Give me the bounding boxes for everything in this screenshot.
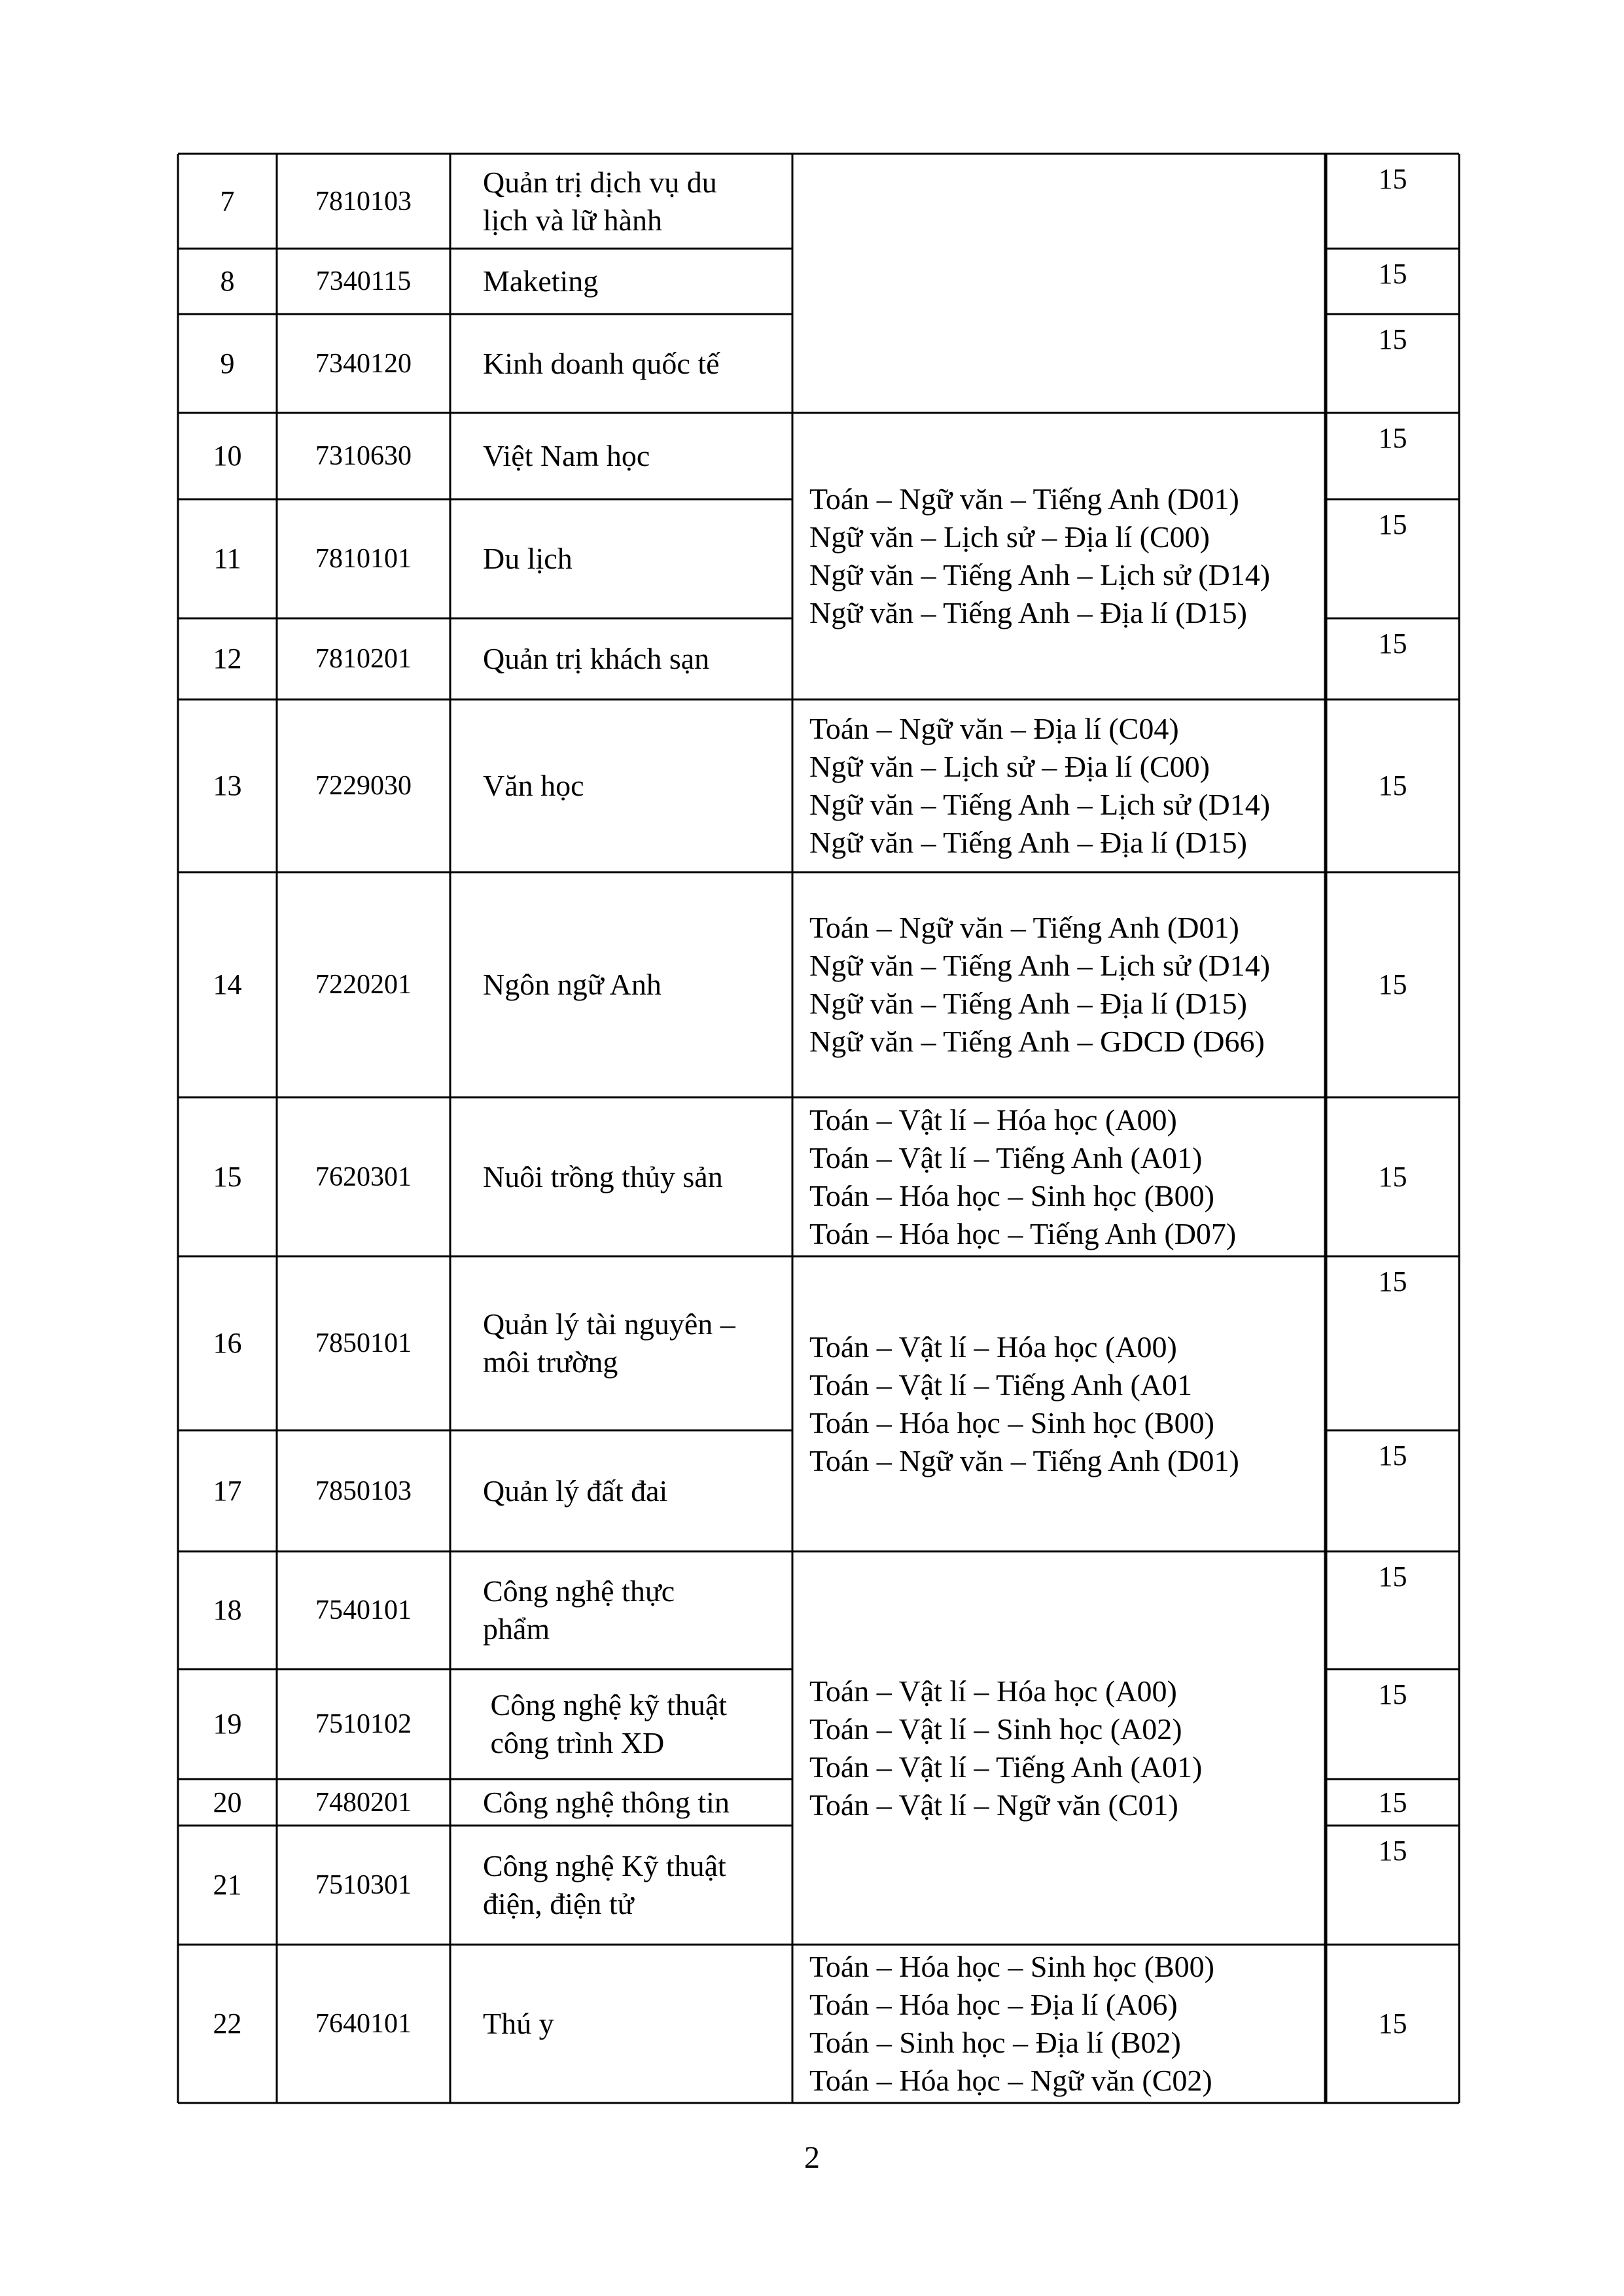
program-code: 7340120 xyxy=(315,348,412,379)
combination-line: Toán – Vật lí – Hóa học (A00) xyxy=(809,1330,1177,1364)
program-code: 7229030 xyxy=(315,771,412,801)
min-score: 15 xyxy=(1378,1678,1407,1710)
program-name-line: lịch và lữ hành xyxy=(483,203,663,237)
program-name-line: môi trường xyxy=(483,1345,618,1379)
combination-line: Toán – Ngữ văn – Tiếng Anh (D01) xyxy=(809,911,1239,944)
min-score: 15 xyxy=(1378,323,1407,355)
combination-line: Toán – Hóa học – Sinh học (B00) xyxy=(809,1405,1214,1439)
combination-line: Toán – Ngữ văn – Tiếng Anh (D01) xyxy=(809,482,1239,516)
combination-line: Toán – Hóa học – Tiếng Anh (D07) xyxy=(809,1216,1237,1250)
program-name-line: Quản lý tài nguyên – xyxy=(483,1307,735,1341)
min-score: 15 xyxy=(1378,422,1407,454)
min-score: 15 xyxy=(1378,508,1407,540)
program-name-line: Việt Nam học xyxy=(483,439,650,472)
min-score: 15 xyxy=(1378,1439,1407,1472)
program-name-line: Công nghệ thực xyxy=(483,1574,675,1608)
page-number: 2 xyxy=(804,2140,820,2175)
program-code: 7510301 xyxy=(315,1870,412,1900)
combination-line: Toán – Vật lí – Tiếng Anh (A01) xyxy=(809,1750,1203,1784)
program-name-line: Công nghệ thông tin xyxy=(483,1785,730,1819)
program-code: 7220201 xyxy=(315,970,412,1000)
combination-line: Ngữ văn – Tiếng Anh – Địa lí (D15) xyxy=(809,596,1247,629)
min-score: 15 xyxy=(1378,163,1407,195)
program-code: 7810103 xyxy=(315,186,412,217)
row-number: 21 xyxy=(213,1869,242,1901)
row-number: 7 xyxy=(220,185,235,217)
combination-line: Toán – Hóa học – Ngữ văn (C02) xyxy=(809,2064,1212,2097)
combination-line: Ngữ văn – Lịch sử – Địa lí (C00) xyxy=(809,520,1210,554)
min-score: 15 xyxy=(1378,258,1407,290)
program-code: 7340115 xyxy=(315,266,412,296)
min-score: 15 xyxy=(1378,2007,1407,2040)
program-name-line: Kinh doanh quốc tế xyxy=(483,346,720,380)
row-number: 19 xyxy=(213,1708,242,1740)
row-number: 10 xyxy=(213,440,242,472)
program-name-line: Maketing xyxy=(483,264,599,298)
min-score: 15 xyxy=(1378,1786,1407,1818)
row-number: 22 xyxy=(213,2007,242,2040)
combination-line: Toán – Vật lí – Hóa học (A00) xyxy=(809,1674,1177,1708)
program-code: 7640101 xyxy=(315,2009,412,2039)
row-number: 16 xyxy=(213,1327,242,1359)
combination-line: Toán – Vật lí – Ngữ văn (C01) xyxy=(809,1788,1178,1822)
program-name-line: Công nghệ kỹ thuật xyxy=(483,1688,728,1722)
row-number: 20 xyxy=(213,1786,242,1818)
program-name-line: công trình XD xyxy=(483,1726,665,1759)
program-code: 7620301 xyxy=(315,1161,412,1192)
combination-line: Toán – Ngữ văn – Tiếng Anh (D01) xyxy=(809,1443,1239,1477)
combination-line: Ngữ văn – Tiếng Anh – Lịch sử (D14) xyxy=(809,949,1271,982)
program-name-line: Quản trị dịch vụ du xyxy=(483,165,717,199)
combination-line: Toán – Vật lí – Hóa học (A00) xyxy=(809,1103,1177,1137)
min-score: 15 xyxy=(1378,1835,1407,1867)
program-name-line: Quản trị khách sạn xyxy=(483,642,710,675)
combination-line: Toán – Sinh học – Địa lí (B02) xyxy=(809,2026,1181,2059)
combination-line: Ngữ văn – Tiếng Anh – GDCD (D66) xyxy=(809,1025,1265,1058)
row-number: 9 xyxy=(220,347,235,380)
program-code: 7510102 xyxy=(315,1709,412,1739)
program-name-line: điện, điện tử xyxy=(483,1887,634,1920)
row-number: 15 xyxy=(213,1160,242,1193)
program-name-line: Ngôn ngữ Anh xyxy=(483,968,662,1001)
program-code: 7480201 xyxy=(315,1787,412,1818)
min-score: 15 xyxy=(1378,627,1407,660)
program-name-line: Công nghệ Kỹ thuật xyxy=(483,1849,726,1882)
combination-line: Toán – Hóa học – Sinh học (B00) xyxy=(809,1950,1214,1983)
program-code: 7810201 xyxy=(315,644,412,674)
combination-line: Ngữ văn – Tiếng Anh – Lịch sử (D14) xyxy=(809,558,1271,592)
row-number: 18 xyxy=(213,1594,242,1626)
program-name-line: Văn học xyxy=(483,769,584,802)
min-score: 15 xyxy=(1378,769,1407,802)
program-name-line: Quản lý đất đai xyxy=(483,1474,668,1508)
row-number: 13 xyxy=(213,769,242,802)
program-name-line: Nuôi trồng thủy sản xyxy=(483,1159,723,1193)
program-code: 7850103 xyxy=(315,1475,412,1506)
combination-line: Ngữ văn – Tiếng Anh – Địa lí (D15) xyxy=(809,826,1247,859)
min-score: 15 xyxy=(1378,1160,1407,1193)
combination-line: Toán – Hóa học – Sinh học (B00) xyxy=(809,1178,1214,1212)
program-code: 7810101 xyxy=(315,544,412,574)
combination-line: Toán – Vật lí – Tiếng Anh (A01 xyxy=(809,1368,1193,1402)
combination-line: Toán – Hóa học – Địa lí (A06) xyxy=(809,1988,1178,2021)
combination-line: Toán – Vật lí – Tiếng Anh (A01) xyxy=(809,1140,1203,1174)
row-number: 14 xyxy=(213,968,242,1000)
row-number: 17 xyxy=(213,1474,242,1507)
program-code: 7310630 xyxy=(315,441,412,471)
min-score: 15 xyxy=(1378,1265,1407,1298)
combination-line: Ngữ văn – Tiếng Anh – Lịch sử (D14) xyxy=(809,788,1271,821)
row-number: 8 xyxy=(220,265,235,297)
program-code: 7850101 xyxy=(315,1328,412,1358)
program-name-line: Du lịch xyxy=(483,542,573,575)
min-score: 15 xyxy=(1378,1561,1407,1593)
program-code: 7540101 xyxy=(315,1595,412,1625)
combination-line: Toán – Vật lí – Sinh học (A02) xyxy=(809,1712,1182,1746)
program-name-line: Thú y xyxy=(483,2007,554,2040)
combination-line: Ngữ văn – Tiếng Anh – Địa lí (D15) xyxy=(809,987,1247,1020)
combination-line: Ngữ văn – Lịch sử – Địa lí (C00) xyxy=(809,750,1210,783)
row-number: 11 xyxy=(213,542,241,574)
row-number: 12 xyxy=(213,643,242,675)
min-score: 15 xyxy=(1378,968,1407,1000)
program-name-line: phẩm xyxy=(483,1612,550,1646)
combination-line: Toán – Ngữ văn – Địa lí (C04) xyxy=(809,712,1179,745)
